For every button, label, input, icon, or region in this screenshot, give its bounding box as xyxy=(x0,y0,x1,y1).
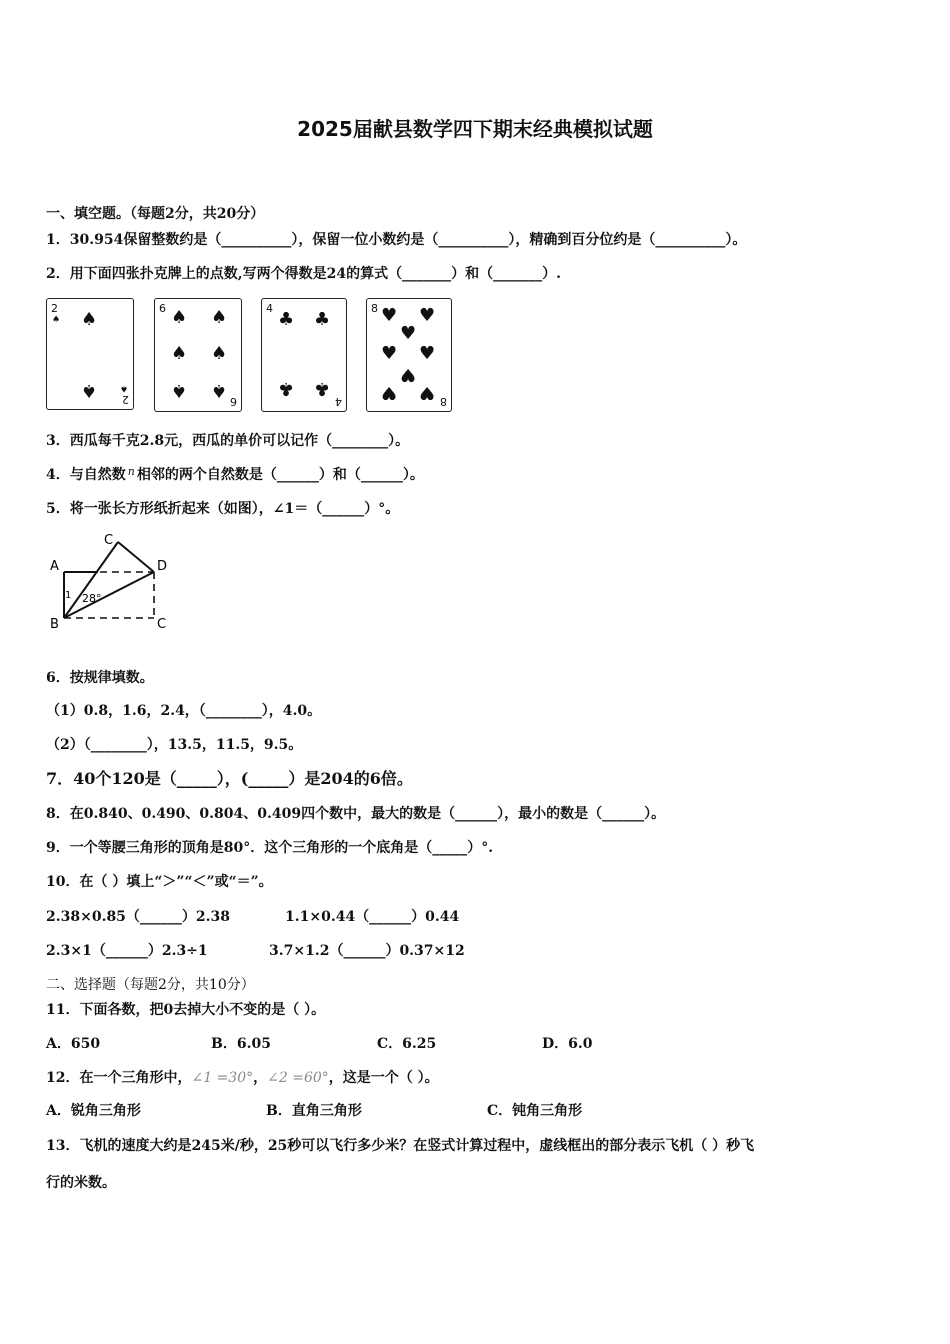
club-icon: ♣ xyxy=(314,309,331,330)
fold-line xyxy=(64,572,154,618)
spade-icon: ♠ xyxy=(171,380,188,401)
question-6-part-1: （1）0.8，1.6，2.4，（________），4.0。 xyxy=(46,703,322,719)
spade-icon: ♠ xyxy=(211,307,228,328)
card-rank: 6 xyxy=(159,302,166,315)
question-10-a: 2.38×0.85（______）2.38 xyxy=(46,909,231,925)
spade-icon: ♠ xyxy=(211,380,228,401)
club-icon: ♣ xyxy=(278,309,295,330)
label-c-top: C xyxy=(104,533,114,548)
question-13-line-2: 行的米数。 xyxy=(46,1175,116,1191)
spade-icon: ♠ xyxy=(81,380,98,401)
question-4 xyxy=(46,464,424,484)
question-12-suffix: ，这是一个（ ）。 xyxy=(328,1070,439,1086)
playing-card-8 xyxy=(366,298,452,412)
question-11-option-a: A．650 xyxy=(46,1036,101,1052)
question-3: 3．西瓜每千克2.8元，西瓜的单价可以记作（________）。 xyxy=(46,433,410,449)
page-title: 2025届献县数学四下期末经典模拟试题 xyxy=(297,117,653,141)
angle-2-expression: ∠2 =60° xyxy=(267,1070,329,1086)
variable-n: n xyxy=(127,465,135,478)
playing-card-2 xyxy=(46,298,134,410)
question-5: 5．将一张长方形纸折起来（如图），∠1＝（______）°。 xyxy=(46,501,400,517)
spade-icon: ♠ xyxy=(171,307,188,328)
card-rank: 8 xyxy=(371,302,378,315)
folded-top-edge xyxy=(118,542,154,572)
heart-icon: ♥ xyxy=(419,382,436,403)
question-2: 2．用下面四张扑克牌上的点数,写两个得数是24的算式（_______）和（_______）. xyxy=(46,266,561,282)
question-6-part-2: （2）（________），13.5，11.5，9.5。 xyxy=(46,737,303,753)
heart-icon: ♥ xyxy=(381,382,398,403)
question-12-separator: ， xyxy=(253,1070,268,1086)
spade-icon: ♠ xyxy=(171,343,188,364)
question-11-option-c: C．6.25 xyxy=(377,1036,437,1052)
folded-rectangle-figure xyxy=(46,532,176,634)
section1-heading: 一、填空题。（每题2分，共20分） xyxy=(46,206,265,222)
card-rank: 4 xyxy=(335,395,342,408)
question-12-option-c: C．钝角三角形 xyxy=(487,1103,583,1119)
heart-icon: ♥ xyxy=(381,305,398,326)
card-rank: 4 xyxy=(266,302,273,315)
club-icon: ♣ xyxy=(278,378,295,399)
question-10-b: 1.1×0.44（______）0.44 xyxy=(285,909,460,925)
heart-icon: ♥ xyxy=(400,323,417,344)
question-12-option-b: B．直角三角形 xyxy=(266,1103,362,1119)
playing-card-6 xyxy=(154,298,242,412)
question-4-prefix: 4．与自然数 xyxy=(46,467,126,483)
question-10-d: 3.7×1.2（______）0.37×12 xyxy=(269,943,465,959)
spade-icon: ♠ xyxy=(119,383,128,393)
heart-icon: ♥ xyxy=(419,343,436,364)
label-a: A xyxy=(50,559,59,574)
spade-icon: ♠ xyxy=(52,315,61,325)
question-13-line-1: 13．飞机的速度大约是245米/秒，25秒可以飞行多少米？在竖式计算过程中，虚线框出的部分表示飞机（ ）秒飞 xyxy=(46,1138,755,1154)
question-1: 1．30.954保留整数约是（__________），保留一位小数约是（__________），精确到百分位约是（__________）。 xyxy=(46,232,747,248)
question-11-option-d: D．6.0 xyxy=(542,1036,593,1052)
question-10-c: 2.3×1（______）2.3÷1 xyxy=(46,943,208,959)
heart-icon: ♥ xyxy=(381,343,398,364)
playing-card-4 xyxy=(261,298,347,412)
angle-28-label: 28° xyxy=(82,592,102,605)
folded-edge xyxy=(64,542,118,618)
heart-icon: ♥ xyxy=(400,364,417,385)
angle-1-expression: ∠1 =30° xyxy=(191,1070,254,1086)
section2-heading: 二、选择题（每题2分，共10分） xyxy=(46,977,255,993)
spade-icon: ♠ xyxy=(81,309,98,330)
angle-1-label: 1 xyxy=(65,590,72,601)
question-9: 9．一个等腰三角形的顶角是80°．这个三角形的一个底角是（_____）°. xyxy=(46,840,494,856)
question-10: 10．在（ ）填上“＞”“＜”或“＝”。 xyxy=(46,874,273,890)
question-6: 6．按规律填数。 xyxy=(46,670,154,686)
label-c-bottom: C xyxy=(157,617,167,632)
card-rank: 8 xyxy=(440,395,447,408)
spade-icon: ♠ xyxy=(211,343,228,364)
question-12-option-a: A．锐角三角形 xyxy=(46,1103,141,1119)
question-11: 11．下面各数，把0去掉大小不变的是（ ）。 xyxy=(46,1002,326,1018)
question-12-prefix: 12．在一个三角形中， xyxy=(46,1070,192,1086)
club-icon: ♣ xyxy=(314,378,331,399)
question-4-suffix: 相邻的两个自然数是（______）和（______）。 xyxy=(136,467,424,483)
question-7: 7．40个120是（_____），(_____）是204的6倍。 xyxy=(46,769,413,788)
question-8: 8．在0.840、0.490、0.804、0.409四个数中，最大的数是（______），最小的数是（______）。 xyxy=(46,806,666,822)
label-b: B xyxy=(50,617,59,632)
card-rank: 2 xyxy=(122,393,129,406)
card-rank: 2 xyxy=(51,302,58,315)
card-rank: 6 xyxy=(230,395,237,408)
question-12 xyxy=(46,1067,439,1087)
question-11-option-b: B．6.05 xyxy=(211,1036,271,1052)
label-d: D xyxy=(157,559,168,574)
heart-icon: ♥ xyxy=(419,305,436,326)
